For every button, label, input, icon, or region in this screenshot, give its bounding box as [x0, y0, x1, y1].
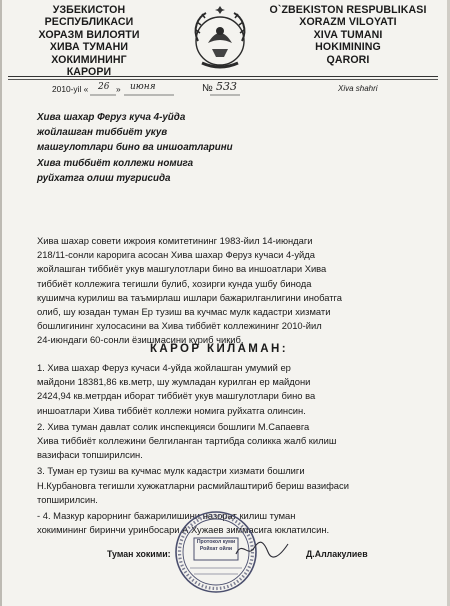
item-1-line: 2424,94 кв.метрдан иборат тиббиёт укув машгулотлари бино ва	[37, 390, 316, 402]
item-2-line: вазифаси топширилсин.	[37, 449, 143, 461]
item-2-line: 2. Хива туман давлат солик инспекцияси бошлиги М.Сапаевга	[37, 420, 310, 432]
item-2-line: Хива тиббиёт коллежини белгиланган тартибда соликка жалб килиш	[37, 435, 337, 447]
header-right-line: XORAZM VILOYATI	[299, 16, 397, 29]
decree-number: 533	[216, 80, 237, 93]
item-1-line: иншоатлари Хива тиббиёт коллежи номига руйхатга олинсин.	[37, 404, 306, 416]
preamble-line: 24-июндаги 60-сонли ёзишмасини куриб чикиб,	[37, 334, 244, 346]
item-4-line: хокимининг биринчи уринбосари А.Хужаев зиммасига юклатилсин.	[37, 524, 330, 536]
header-right-line: XIVA TUMANI	[313, 28, 383, 41]
preamble-line: жойлашган тиббиёт укув машгулотлари бино ва иншоатлари Хива	[37, 263, 327, 275]
preamble-line: 218/11-сонли карорига асосан Хива шахар Феруз кучаси 4-уйда	[37, 249, 315, 261]
date-bracket: »	[116, 84, 121, 94]
place-of-issue: Xiva shahri	[338, 84, 378, 93]
date-year-label: 2010-yil «	[52, 84, 89, 94]
header-left-line: КАРОРИ	[66, 66, 112, 79]
state-emblem-icon	[188, 5, 252, 75]
decree-title: КАРОР КИЛАМАН:	[150, 343, 288, 355]
header-right-line: QARORI	[326, 53, 370, 66]
signatory-title: Туман хокими:	[107, 549, 171, 559]
header-left-cyrillic	[14, 4, 164, 78]
subject-line: Хива тиббиёт коллежи номига	[37, 157, 194, 169]
preamble-paragraph	[37, 234, 415, 348]
item-3-line: Н.Курбановга тегишли хужжатларни расмийлаштириб бериш вазифаси	[37, 479, 349, 491]
header-right-line: O`ZBEKISTON RESPUBLIKASI	[269, 4, 427, 16]
stamp-caption: Протокол куми Ройхат ойли	[196, 539, 236, 552]
header-left-line: УЗБЕКИСТОН РЕСПУБЛИКАСИ	[44, 4, 134, 29]
header-left-line: ХОКИМИНИНГ	[51, 53, 127, 66]
preamble-line: олиб, шу юзадан туман Ер тузиш ва кучмас мулк кадастри хизмати	[37, 306, 331, 318]
decree-subject	[37, 110, 267, 186]
subject-line: Хива шахар Феруз куча 4-уйда	[37, 112, 186, 123]
subject-line: машгулотлари бино ва иншоатларини	[37, 142, 233, 154]
date-underline	[90, 93, 240, 97]
preamble-line: Хива шахар совети ижроия комитетининг 1983-йил 14-июндаги	[37, 235, 313, 246]
preamble-line: кушимча курилиш ва таъмирлаш ишлари бажарилганлигини инобатга	[37, 291, 342, 303]
item-4-line: - 4. Мазкур карорнинг бажарилишини назорат килиш туман	[37, 510, 296, 522]
handwritten-signature-icon	[232, 536, 292, 562]
decree-number-label: №	[202, 83, 213, 94]
subject-line: руйхатга олиш тугрисида	[37, 172, 171, 184]
header-divider	[8, 76, 438, 77]
preamble-line: бошлигининг хулосасини ва Хива тиббиёт коллежининг 2010-йил	[37, 320, 322, 332]
header-left-line: ХИВА ТУМАНИ	[49, 41, 129, 54]
item-3-line: 3. Туман ер тузиш ва кучмас мулк кадастри хизмати бошлиги	[37, 465, 305, 477]
signatory-name: Д.Аллакулиев	[306, 549, 368, 559]
item-1-line: майдони 18381,86 кв.метр, шу жумладан курилган ер майдони	[37, 376, 311, 388]
subject-line: жойлашган тиббиёт укув	[37, 127, 168, 139]
preamble-line: тиббиёт коллежига тегишли булиб, хозирги кунда ушбу бинода	[37, 277, 312, 289]
item-1-line: 1. Хива шахар Феруз кучаси 4-уйда жойлашган умумий ер	[37, 362, 291, 373]
item-3-line: топширилсин.	[37, 493, 98, 505]
date-day: 26	[98, 82, 110, 92]
header-right-line: HOKIMINING	[315, 41, 381, 54]
header-right-latin	[268, 4, 428, 66]
header-left-line: ХОРАЗМ ВИЛОЯТИ	[38, 28, 140, 41]
date-month: июня	[130, 82, 156, 92]
